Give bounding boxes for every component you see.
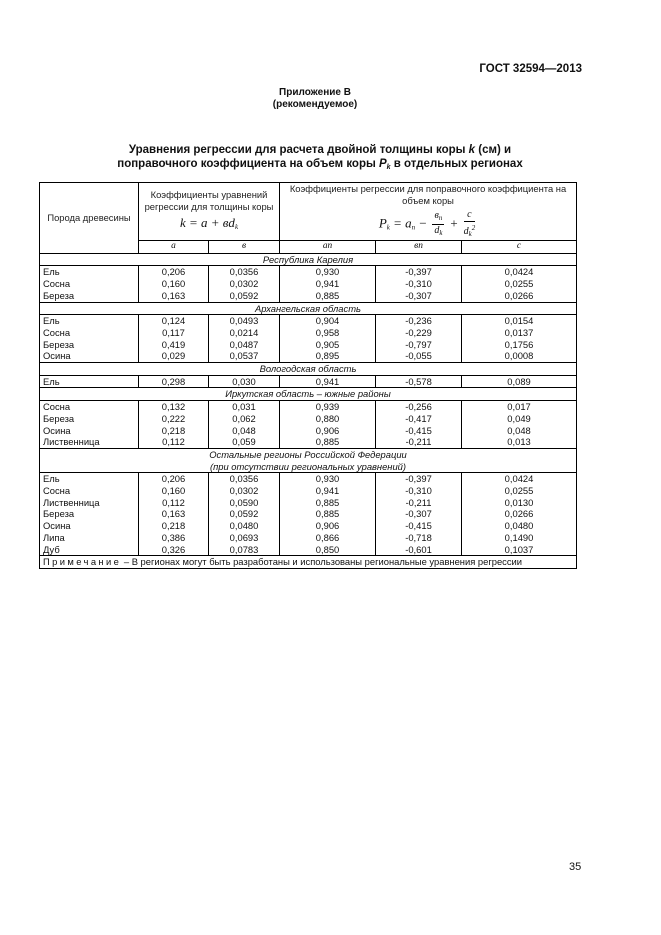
value-cell: 0,163 — [139, 290, 209, 302]
symbol-an: aп — [280, 241, 376, 254]
regression-table — [39, 182, 577, 569]
value-cell: -0,578 — [376, 375, 462, 388]
value-cell: 0,0356 — [209, 266, 280, 278]
note-text: – В регионах могут быть разработаны и использованы региональные уравнения регрессии — [121, 556, 523, 568]
value-cell: 0,0137 — [462, 327, 577, 339]
value-cell: 0,160 — [139, 278, 209, 290]
value-cell: 0,850 — [280, 544, 376, 556]
species-cell: Осина — [40, 350, 139, 362]
region-header — [40, 253, 577, 266]
table-title-line-1: Уравнения регрессии для расчета двойной толщины коры k (см) и — [128, 144, 512, 156]
value-cell: 0,941 — [280, 278, 376, 290]
value-cell: 0,904 — [280, 315, 376, 327]
value-cell: 0,163 — [139, 508, 209, 520]
table-row — [40, 532, 577, 544]
value-cell: 0,048 — [209, 425, 280, 437]
value-cell: -0,718 — [376, 532, 462, 544]
region-title: Вологодская область — [40, 363, 577, 376]
table-row — [40, 413, 577, 425]
value-cell: 0,0356 — [209, 473, 280, 485]
value-cell: 0,958 — [280, 327, 376, 339]
value-cell: 0,160 — [139, 485, 209, 497]
value-cell: 0,930 — [280, 473, 376, 485]
species-cell: Ель — [40, 473, 139, 485]
value-cell: 0,062 — [209, 413, 280, 425]
species-cell: Ель — [40, 266, 139, 278]
region-header — [40, 448, 577, 460]
value-cell: 0,222 — [139, 413, 209, 425]
value-cell: 0,298 — [139, 375, 209, 388]
value-cell: 0,0424 — [462, 473, 577, 485]
species-cell: Береза — [40, 413, 139, 425]
value-cell: 0,0130 — [462, 497, 577, 509]
header-bark-thickness: Коэффициенты уравнений регрессии для толщины коры $k = a + вd_k$ — [139, 183, 280, 241]
value-cell: 0,326 — [139, 544, 209, 556]
value-cell: 0,218 — [139, 425, 209, 437]
value-cell: -0,055 — [376, 350, 462, 362]
table-row — [40, 266, 577, 278]
value-cell: 0,906 — [280, 425, 376, 437]
value-cell: 0,0480 — [462, 520, 577, 532]
value-cell: 0,905 — [280, 339, 376, 351]
value-cell: -0,307 — [376, 508, 462, 520]
region-title: Остальные регионы Российской Федерации — [40, 448, 577, 460]
value-cell: -0,397 — [376, 473, 462, 485]
value-cell: 0,0592 — [209, 290, 280, 302]
value-cell: 0,112 — [139, 497, 209, 509]
region-title: Иркутская область – южные районы — [40, 388, 577, 401]
appendix-subtitle: (рекомендуемое) — [272, 99, 358, 110]
value-cell: 0,0255 — [462, 485, 577, 497]
value-cell: 0,013 — [462, 436, 577, 448]
table-row — [40, 485, 577, 497]
value-cell: -0,307 — [376, 290, 462, 302]
value-cell: 0,885 — [280, 508, 376, 520]
value-cell: 0,0302 — [209, 485, 280, 497]
species-cell: Сосна — [40, 485, 139, 497]
region-header — [40, 302, 577, 315]
value-cell: 0,885 — [280, 497, 376, 509]
table-row — [40, 436, 577, 448]
table-row — [40, 544, 577, 556]
table-row — [40, 278, 577, 290]
species-cell: Береза — [40, 508, 139, 520]
value-cell: -0,415 — [376, 425, 462, 437]
value-cell: 0,930 — [280, 266, 376, 278]
value-cell: 0,0480 — [209, 520, 280, 532]
species-cell: Сосна — [40, 401, 139, 413]
value-cell: 0,1037 — [462, 544, 577, 556]
value-cell: -0,236 — [376, 315, 462, 327]
table-title — [0, 143, 640, 175]
table-row — [40, 473, 577, 485]
region-header — [40, 388, 577, 401]
value-cell: -0,229 — [376, 327, 462, 339]
value-cell: 0,0302 — [209, 278, 280, 290]
value-cell: 0,206 — [139, 473, 209, 485]
value-cell: 0,0266 — [462, 508, 577, 520]
table-row — [40, 425, 577, 437]
species-cell: Сосна — [40, 278, 139, 290]
value-cell: 0,030 — [209, 375, 280, 388]
species-cell: Дуб — [40, 544, 139, 556]
value-cell: 0,1756 — [462, 339, 577, 351]
value-cell: 0,0592 — [209, 508, 280, 520]
symbol-vn: вп — [376, 241, 462, 254]
value-cell: 0,089 — [462, 375, 577, 388]
appendix-heading — [0, 87, 630, 111]
value-cell: 0,218 — [139, 520, 209, 532]
value-cell: 0,885 — [280, 436, 376, 448]
symbol-a: a — [139, 241, 209, 254]
species-cell: Береза — [40, 290, 139, 302]
species-cell: Ель — [40, 315, 139, 327]
value-cell: -0,415 — [376, 520, 462, 532]
value-cell: 0,419 — [139, 339, 209, 351]
note-row — [40, 556, 577, 569]
table-row — [40, 327, 577, 339]
value-cell: 0,124 — [139, 315, 209, 327]
value-cell: 0,0537 — [209, 350, 280, 362]
value-cell: -0,397 — [376, 266, 462, 278]
value-cell: 0,206 — [139, 266, 209, 278]
value-cell: -0,417 — [376, 413, 462, 425]
value-cell: -0,310 — [376, 485, 462, 497]
value-cell: 0,049 — [462, 413, 577, 425]
value-cell: 0,0266 — [462, 290, 577, 302]
table-row — [40, 401, 577, 413]
value-cell: 0,906 — [280, 520, 376, 532]
species-cell: Осина — [40, 520, 139, 532]
value-cell: 0,895 — [280, 350, 376, 362]
value-cell: 0,117 — [139, 327, 209, 339]
formula-correction: $P_k = a_п$ − $\frac{в_п}{d_k}$ + $\frac{c}{d_k^2}$ — [378, 209, 476, 238]
table-row — [40, 315, 577, 327]
value-cell: -0,211 — [376, 497, 462, 509]
region-title: Архангельская область — [40, 302, 577, 315]
value-cell: 0,941 — [280, 485, 376, 497]
value-cell: 0,059 — [209, 436, 280, 448]
table-row — [40, 520, 577, 532]
table-header-row — [40, 183, 577, 241]
table-note — [40, 556, 577, 569]
value-cell: 0,386 — [139, 532, 209, 544]
value-cell: -0,211 — [376, 436, 462, 448]
value-cell: 0,1490 — [462, 532, 577, 544]
table-row — [40, 350, 577, 362]
table-row — [40, 290, 577, 302]
value-cell: 0,017 — [462, 401, 577, 413]
value-cell: 0,939 — [280, 401, 376, 413]
value-cell: 0,048 — [462, 425, 577, 437]
species-cell: Сосна — [40, 327, 139, 339]
value-cell: 0,0487 — [209, 339, 280, 351]
region-title: Республика Карелия — [40, 253, 577, 266]
value-cell: 0,941 — [280, 375, 376, 388]
value-cell: 0,112 — [139, 436, 209, 448]
value-cell: 0,132 — [139, 401, 209, 413]
symbol-c: c — [462, 241, 577, 254]
table-row — [40, 375, 577, 388]
value-cell: 0,880 — [280, 413, 376, 425]
table-title-line-2: поправочного коэффициента на объем коры $P_k$ в отдельных регионах — [117, 158, 523, 171]
region-subtitle-row — [40, 461, 577, 473]
species-cell: Ель — [40, 375, 139, 388]
value-cell: 0,0255 — [462, 278, 577, 290]
note-label: Примечание — [43, 556, 122, 568]
value-cell: 0,029 — [139, 350, 209, 362]
symbol-v: в — [209, 241, 280, 254]
value-cell: 0,0008 — [462, 350, 577, 362]
table-row — [40, 339, 577, 351]
species-cell: Лиственница — [40, 436, 139, 448]
value-cell: 0,0783 — [209, 544, 280, 556]
value-cell: 0,866 — [280, 532, 376, 544]
value-cell: 0,031 — [209, 401, 280, 413]
value-cell: 0,885 — [280, 290, 376, 302]
table-row — [40, 497, 577, 509]
page-number: 35 — [569, 861, 582, 873]
value-cell: 0,0154 — [462, 315, 577, 327]
appendix-title: Приложение В — [279, 87, 351, 98]
value-cell: -0,256 — [376, 401, 462, 413]
header-species: Порода древесины — [40, 183, 139, 254]
value-cell: -0,797 — [376, 339, 462, 351]
species-cell: Липа — [40, 532, 139, 544]
document-code: ГОСТ 32594—2013 — [479, 63, 582, 75]
species-cell: Лиственница — [40, 497, 139, 509]
region-header — [40, 363, 577, 376]
formula-thickness: $k = a + вd_k$ — [179, 214, 239, 231]
species-cell: Береза — [40, 339, 139, 351]
value-cell: 0,0590 — [209, 497, 280, 509]
value-cell: 0,0214 — [209, 327, 280, 339]
value-cell: 0,0424 — [462, 266, 577, 278]
table-row — [40, 508, 577, 520]
header-volume-correction: Коэффициенты регрессии для поправочного коэффициента на объем коры $P_k = a_п$ − $\frac{в_п}{d_k}$ + $\frac{c}{d_k^2}$ — [280, 183, 577, 241]
region-subtitle: (при отсутствии региональных уравнений) — [40, 461, 577, 473]
value-cell: -0,601 — [376, 544, 462, 556]
value-cell: -0,310 — [376, 278, 462, 290]
value-cell: 0,0693 — [209, 532, 280, 544]
value-cell: 0,0493 — [209, 315, 280, 327]
species-cell: Осина — [40, 425, 139, 437]
